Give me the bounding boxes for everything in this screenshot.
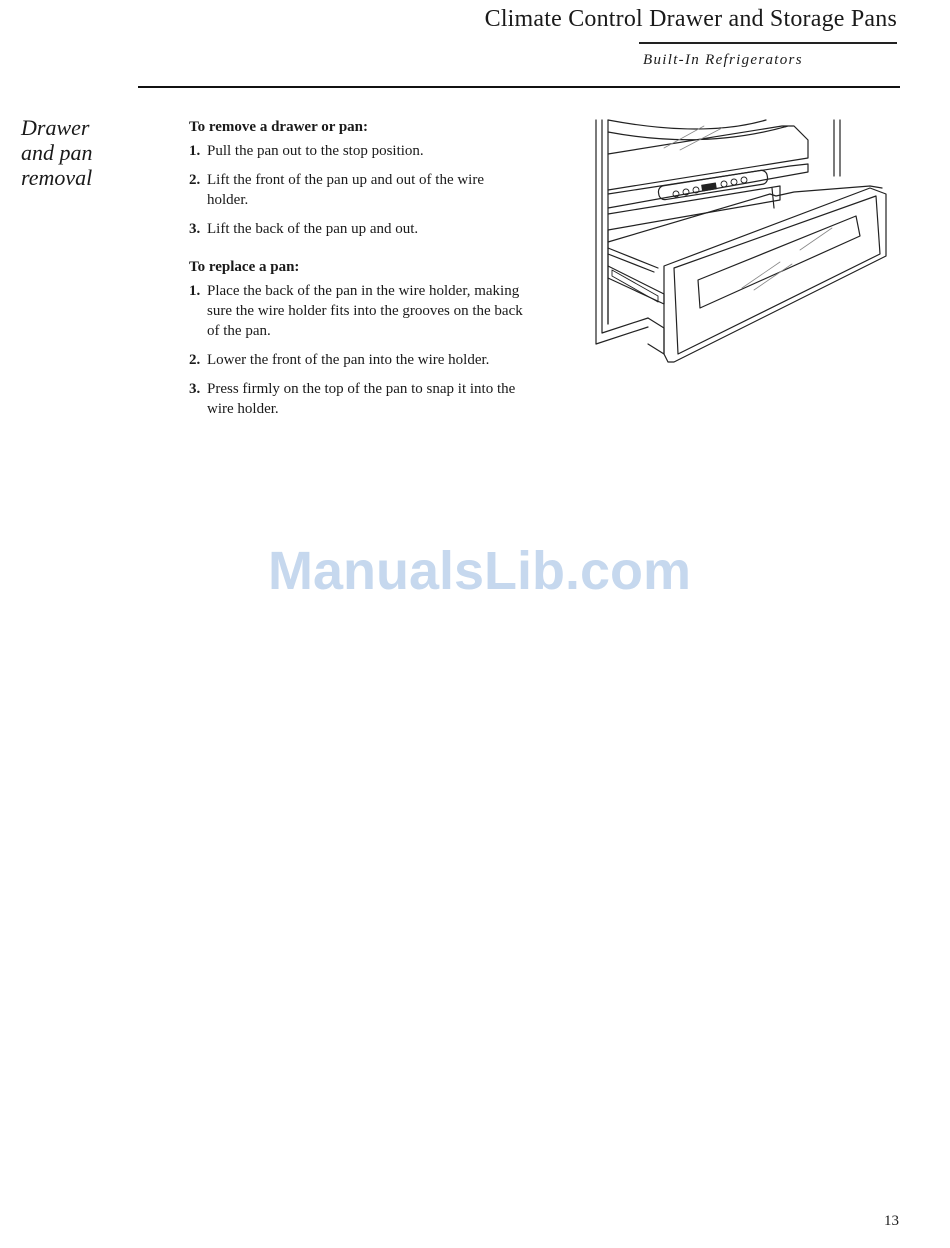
cabinet-right-frame [834,120,840,176]
page-number: 13 [884,1213,899,1229]
step-number: 2. [189,172,201,188]
step-text: Press firmly on the top of the pan to snap it into the wire holder. [207,381,516,417]
section-heading-line: Drawer [21,115,90,140]
drawer-bottom-rail [648,318,664,354]
step-number: 1. [189,283,201,299]
step-text: Lower the front of the pan into the wire holder. [207,352,490,368]
section-heading [21,115,136,190]
replace-step [189,350,539,370]
cavity-back [772,188,774,208]
drawer-slide [612,270,658,302]
step-number: 2. [189,352,201,368]
step-text: Lift the back of the pan up and out. [207,221,419,237]
section-heading-line: removal [21,165,93,190]
instructions [189,117,539,428]
remove-step [189,141,539,161]
upper-shelf [608,120,808,190]
drawer-inner-edge [608,248,658,272]
header-rule [138,86,900,88]
section-heading-line: and pan [21,140,93,165]
drawer-glare [742,228,832,290]
remove-heading: To remove a drawer or pan: [189,119,369,135]
control-buttons [673,177,747,197]
step-text: Place the back of the pan in the wire holder, making sure the wire holder fits into the grooves on the back of the pan. [207,283,523,339]
page-title: Climate Control Drawer and Storage Pans [484,6,897,32]
remove-step [189,170,539,210]
shelf-glare [664,126,722,150]
step-number: 3. [189,221,201,237]
watermark: ManualsLib.com [268,541,692,601]
drawer-illustration [594,118,890,368]
title-rule [639,42,897,44]
remove-step [189,219,539,239]
replace-step [189,281,539,341]
step-number: 3. [189,381,201,397]
step-number: 1. [189,143,201,159]
page-subtitle: Built-In Refrigerators [643,52,803,68]
step-text: Pull the pan out to the stop position. [207,143,424,159]
drawer-top [608,186,882,242]
replace-step [189,379,539,419]
step-text: Lift the front of the pan up and out of the wire holder. [207,172,485,208]
drawer-window [698,216,860,308]
replace-heading: To replace a pan: [189,259,300,275]
drawer-side-rail [608,266,664,304]
